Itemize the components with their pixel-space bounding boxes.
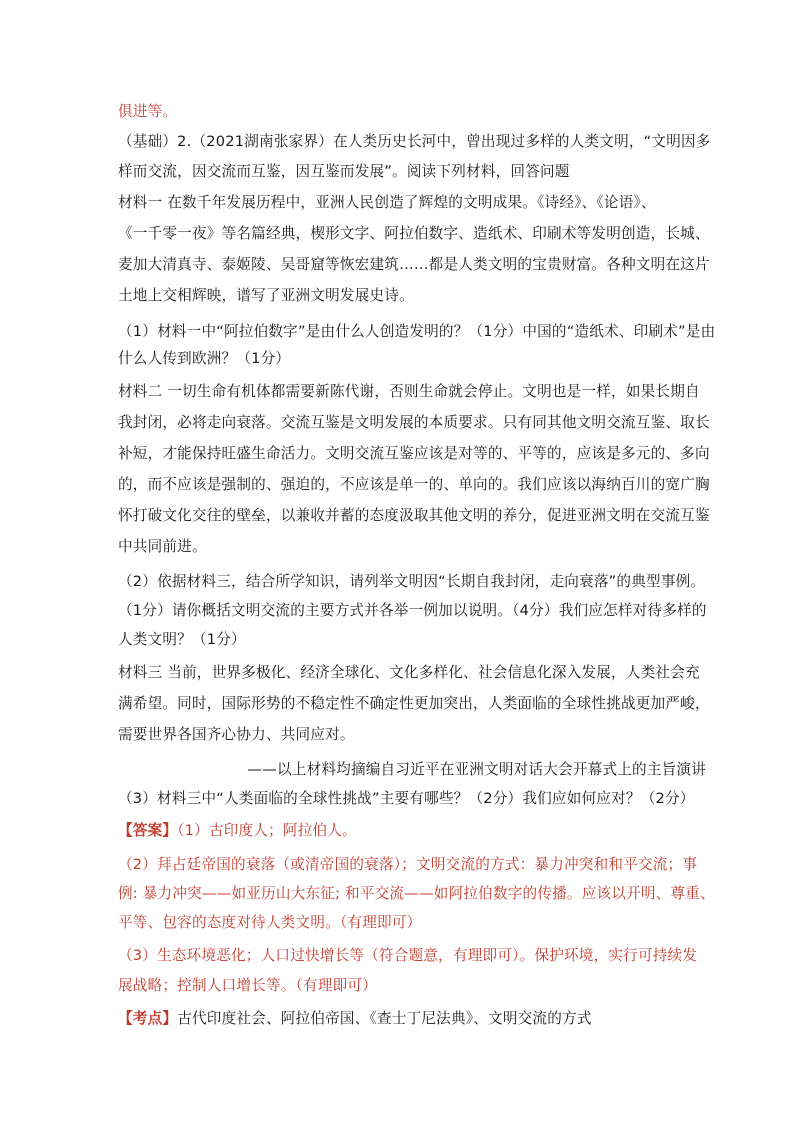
answer-tag: 【答案】 [118, 822, 178, 839]
kaodian-tag: 【考点】 [118, 1010, 178, 1027]
material-two-line: 材料二 一切生命有机体都需要新陈代谢，否则生命就会停止。文明也是一样，如果长期自 [118, 383, 700, 400]
text-line: 人类文明？（1分） [118, 631, 246, 648]
text-line: 需要世界各国齐心协力、共同应对。 [118, 726, 355, 743]
text-line: 麦加大清真寺、泰姬陵、吴哥窟等恢宏建筑……都是人类文明的宝贵财富。各种文明在这片 [118, 256, 710, 273]
material-one-line: 材料一 在数千年发展历程中，亚洲人民创造了辉煌的文明成果。《诗经》、《论语》、 [118, 194, 656, 211]
text-line: 补短，才能保持旺盛生命活力。文明交流互鉴应该是对等的、平等的，应该是多元的、多向 [118, 445, 710, 462]
answer-line-3: 例: 暴力冲突——如亚历山大东征; 和平交流——如阿拉伯数字的传播。应该以开明、尊重、 [118, 885, 715, 902]
answer-text: （1）古印度人；阿拉伯人。 [177, 822, 357, 839]
kaodian-text: 古代印度社会、阿拉伯帝国、《查士丁尼法典》、文明交流的方式 [177, 1010, 592, 1027]
text-line: 样而交流，因交流而互鉴，因互鉴而发展”。阅读下列材料，回答问题 [118, 163, 570, 180]
text-line: 满希望。同时，国际形势的不稳定性不确定性更加突出，人类面临的全球性挑战更加严峻， [118, 695, 710, 712]
text-line: 的，而不应该是强制的、强迫的，不应该是单一的、单向的。我们应该以海纳百川的宽广胸 [118, 476, 710, 493]
text-line: （1分）请你概括文明交流的主要方式并各举一例加以说明。（4分）我们应怎样对待多样的 [118, 602, 707, 619]
text-line: 中共同前进。 [118, 538, 207, 555]
answer-line-5: （3）生态环境恶化；人口过快增长等（符合题意，有理即可）。保护环境，实行可持续发 [118, 947, 698, 964]
text-line: 《一千零一夜》等名篇经典，楔形文字、阿拉伯数字、造纸术、印刷术等发明创造，长城、 [118, 225, 710, 242]
question-header-line: （基础）2.（2021湖南张家界）在人类历史长河中，曾出现过多样的人类文明，“文明因多 [118, 133, 711, 150]
answer-line-2: （2）拜占廷帝国的衰落（或清帝国的衰落）；文明交流的方式：暴力冲突和和平交流；事 [118, 856, 698, 873]
kaodian-line [118, 1009, 592, 1029]
sub-question-1: （1）材料一中“阿拉伯数字”是由什么人创造发明的？（1分）中国的“造纸术、印刷术”是由 [118, 323, 716, 340]
answer-line-1 [118, 821, 357, 841]
material-three-line: 材料三 当前，世界多极化、经济全球化、文化多样化、社会信息化深入发展，人类社会充 [118, 664, 700, 681]
text-line: 什么人传到欧洲？（1分） [118, 350, 291, 367]
sub-question-2: （2）依据材料三，结合所学知识，请列举文明因“长期自我封闭，走向衰落”的典型事例。 [118, 573, 706, 590]
text-line: 怀打破文化交往的壁垒，以兼收并蓄的态度汲取其他文明的养分，促进亚洲文明在交流互鉴 [118, 507, 710, 524]
text-line: 土地上交相辉映，谱写了亚洲文明发展史诗。 [118, 287, 414, 304]
source-citation: ——以上材料均摘编自习近平在亚洲文明对话大会开幕式上的主旨演讲 [247, 761, 706, 778]
text-line: 我封闭，必将走向衰落。交流互鉴是文明发展的本质要求。只有同其他文明交流互鉴、取长 [118, 414, 710, 431]
answer-line-4: 平等、包容的态度对待人类文明。（有理即可） [118, 914, 422, 931]
sub-question-3: （3）材料三中“人类面临的全球性挑战”主要有哪些？（2分）我们应如何应对？（2分） [118, 790, 695, 807]
text-line: 俱进等。 [118, 103, 178, 120]
answer-line-6: 展战略；控制人口增长等。（有理即可） [118, 977, 377, 994]
